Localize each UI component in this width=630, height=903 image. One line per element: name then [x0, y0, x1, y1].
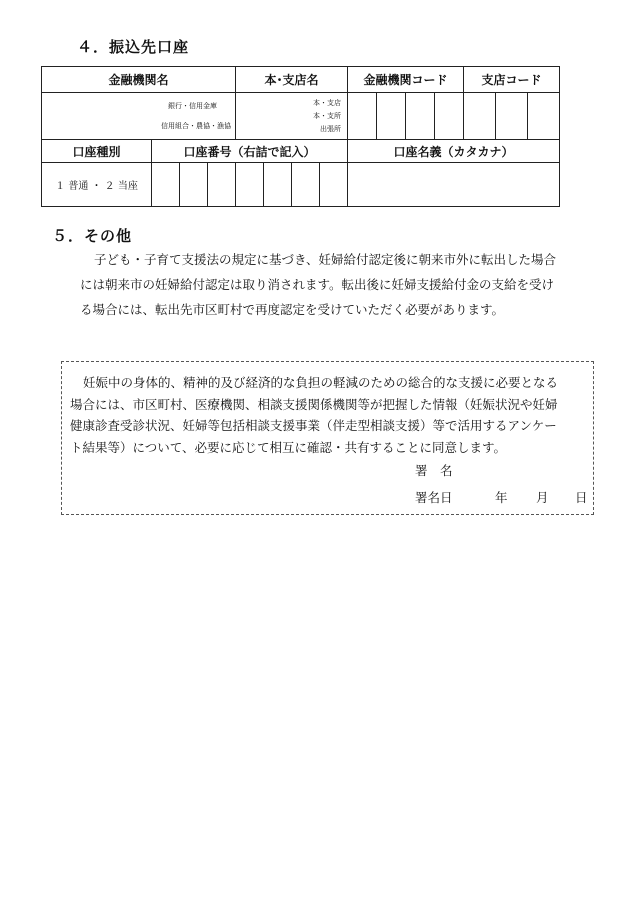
- bank-code-digit[interactable]: [406, 93, 435, 140]
- consent-line: ト結果等）について、必要に応じて相互に確認・共有することに同意します。: [70, 439, 507, 455]
- bank-account-table: [41, 66, 560, 207]
- account-holder-field[interactable]: [348, 163, 560, 207]
- branch-code-digit[interactable]: [496, 93, 528, 140]
- bank-code-digit[interactable]: [377, 93, 406, 140]
- account-number-digit[interactable]: [208, 163, 236, 207]
- header-account-type: 口座種別: [42, 140, 152, 163]
- header-branch-code: 支店コード: [464, 67, 560, 93]
- account-number-digit[interactable]: [320, 163, 348, 207]
- branch-name-field[interactable]: [236, 93, 348, 140]
- branch-type-sub: 本・支所: [313, 111, 341, 120]
- account-number-digit[interactable]: [236, 163, 264, 207]
- header-bank-code: 金融機関コード: [348, 67, 464, 93]
- bank-name-field[interactable]: [42, 93, 236, 140]
- header-branch-name: 本･支店名: [236, 67, 348, 93]
- section5-paragraph: [80, 247, 600, 322]
- year-label: 年: [495, 490, 508, 505]
- paragraph-line: には朝来市の妊婦給付認定は取り消されます。転出後に妊婦支援給付金の支給を受け: [80, 277, 555, 292]
- branch-code-digit[interactable]: [464, 93, 496, 140]
- bank-code-digit[interactable]: [435, 93, 464, 140]
- branch-code-digit[interactable]: [528, 93, 560, 140]
- day-label: 日: [575, 490, 588, 505]
- consent-text: [70, 372, 590, 458]
- paragraph-line: る場合には、転出先市区町村で再度認定を受けていただく必要があります。: [80, 302, 505, 317]
- bank-code-digit[interactable]: [348, 93, 377, 140]
- signature-field[interactable]: [472, 459, 587, 479]
- header-account-number: 口座番号（右詰で記入）: [152, 140, 348, 163]
- account-type-options[interactable]: １ 普通 ・ ２ 当座: [42, 163, 152, 207]
- account-number-digit[interactable]: [152, 163, 180, 207]
- account-number-digit[interactable]: [180, 163, 208, 207]
- account-number-digit[interactable]: [264, 163, 292, 207]
- bank-type-cooperative: 信用組合・農協・漁協: [161, 121, 231, 130]
- bank-type-bank: 銀行・信用金庫: [168, 101, 217, 110]
- account-number-digit[interactable]: [292, 163, 320, 207]
- consent-line: 場合には、市区町村、医療機関、相談支援関係機関等が把握した情報（妊娠状況や妊婦: [70, 396, 558, 412]
- paragraph-line: 子ども・子育て支援法の規定に基づき、妊婦給付認定後に朝来市外に転出した場合: [94, 252, 557, 267]
- consent-line: 健康診査受診状況、妊婦等包括相談支援事業（伴走型相談支援）等で活用するアンケー: [70, 418, 557, 433]
- date-label: 署名日: [415, 490, 453, 505]
- consent-box: [61, 361, 594, 515]
- header-bank-name: 金融機関名: [42, 67, 236, 93]
- branch-type-office: 出張所: [320, 124, 341, 133]
- section5-title: ５．その他: [52, 227, 133, 245]
- section4-title: ４．振込先口座: [77, 38, 190, 56]
- consent-line: 妊娠中の身体的、精神的及び経済的な負担の軽減のための総合的な支援に必要となる: [83, 375, 559, 390]
- branch-type-main: 本・支店: [313, 98, 341, 107]
- header-account-holder: 口座名義（カタカナ）: [348, 140, 560, 163]
- month-label: 月: [536, 490, 549, 505]
- signature-label: 署 名: [415, 463, 453, 478]
